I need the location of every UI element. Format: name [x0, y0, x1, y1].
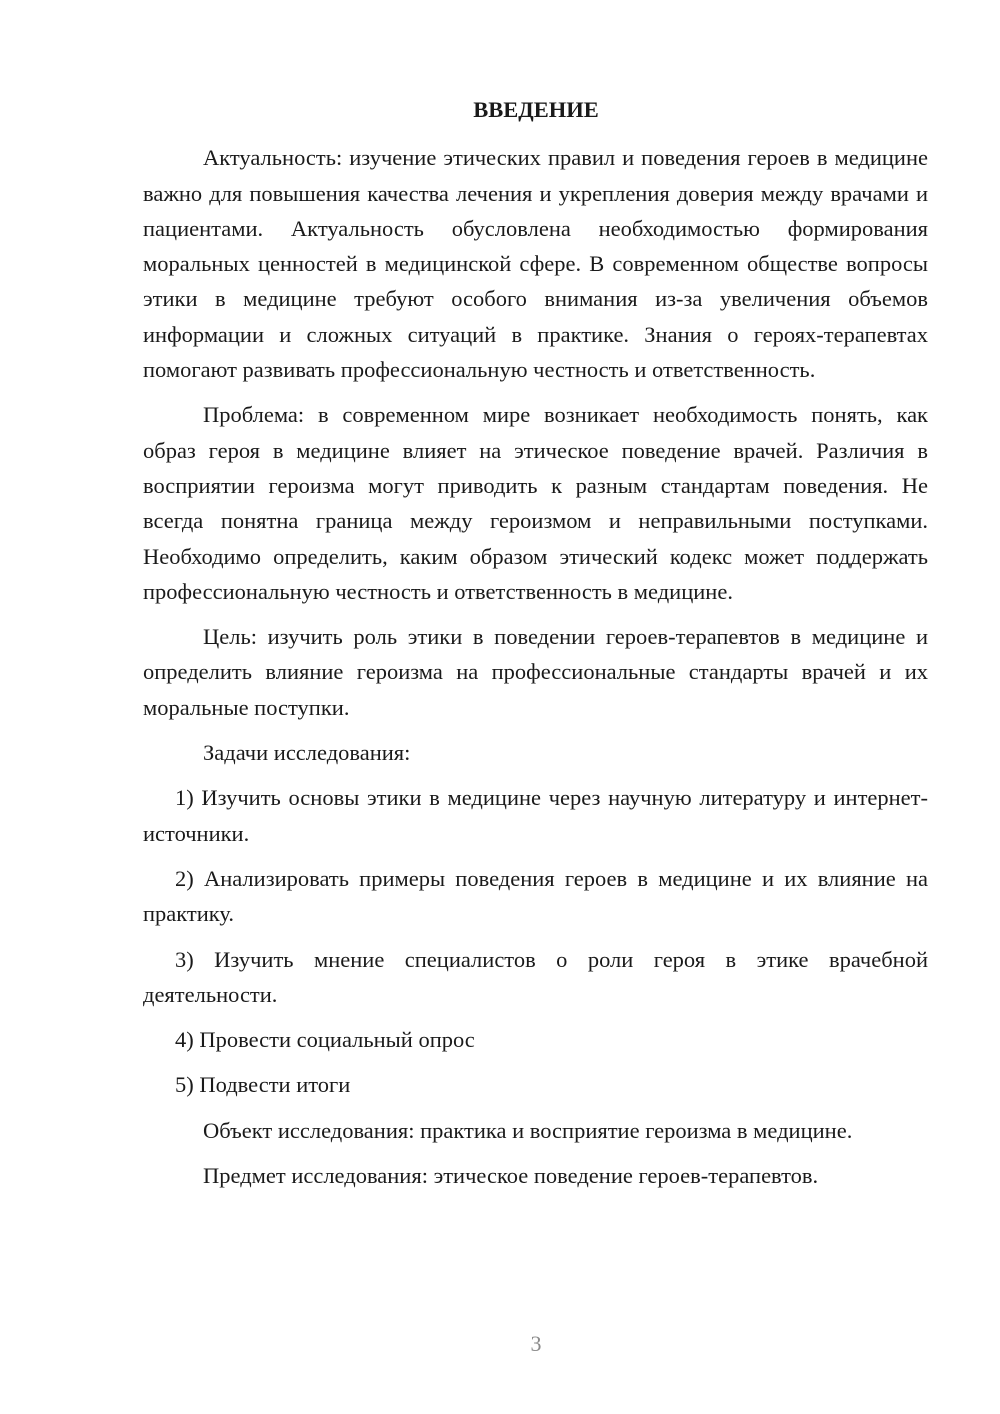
- relevance-paragraph: Актуальность: изучение этических правил и поведения героев в медицине важно для повышения качества лечения и укрепления доверия между врачами и пациентами. Актуальность обусловлена необходимостью формирования моральных ценностей в медицинской сфере. В современном обществе вопросы этики в медицине требуют особого внимания из-за увеличения объемов информации и сложных ситуаций в практике. Знания о героях-терапевтах помогают развивать профессиональную честность и ответственность.: [143, 145, 928, 383]
- task-item-3: 3) Изучить мнение специалистов о роли героя в этике врачебной деятельности.: [143, 946, 928, 1007]
- task-item-5: 5) Подвести итоги: [175, 1072, 351, 1098]
- research-subject: Предмет исследования: этическое поведение героев-терапевтов.: [203, 1163, 819, 1189]
- page-number: 3: [530, 1331, 542, 1356]
- task-item-4: 4) Провести социальный опрос: [175, 1027, 475, 1053]
- research-object: Объект исследования: практика и восприятие героизма в медицине.: [203, 1117, 853, 1143]
- section-title: ВВЕДЕНИЕ: [473, 97, 599, 122]
- problem-paragraph: Проблема: в современном мире возникает необходимость понять, как образ героя в медицине влияет на этическое поведение врачей. Различия в восприятии героизма могут приводить к разным стандартам поведения. Не всегда понятна граница между героизмом и неправильными поступками. Необходимо определить, каким образом этический кодекс может поддержать профессиональную честность и ответственность в медицине.: [143, 402, 928, 604]
- tasks-heading: Задачи исследования:: [203, 740, 411, 766]
- task-item-2: 2) Анализировать примеры поведения героев в медицине и их влияние на практику.: [143, 865, 928, 927]
- task-item-1: 1) Изучить основы этики в медицине через научную литературу и интернет-источники.: [143, 785, 928, 846]
- document-page: [143, 92, 928, 1203]
- goal-paragraph: Цель: изучить роль этики в поведении героев-терапевтов в медицине и определить влияние героизма на профессиональные стандарты врачей и их моральные поступки.: [143, 624, 928, 720]
